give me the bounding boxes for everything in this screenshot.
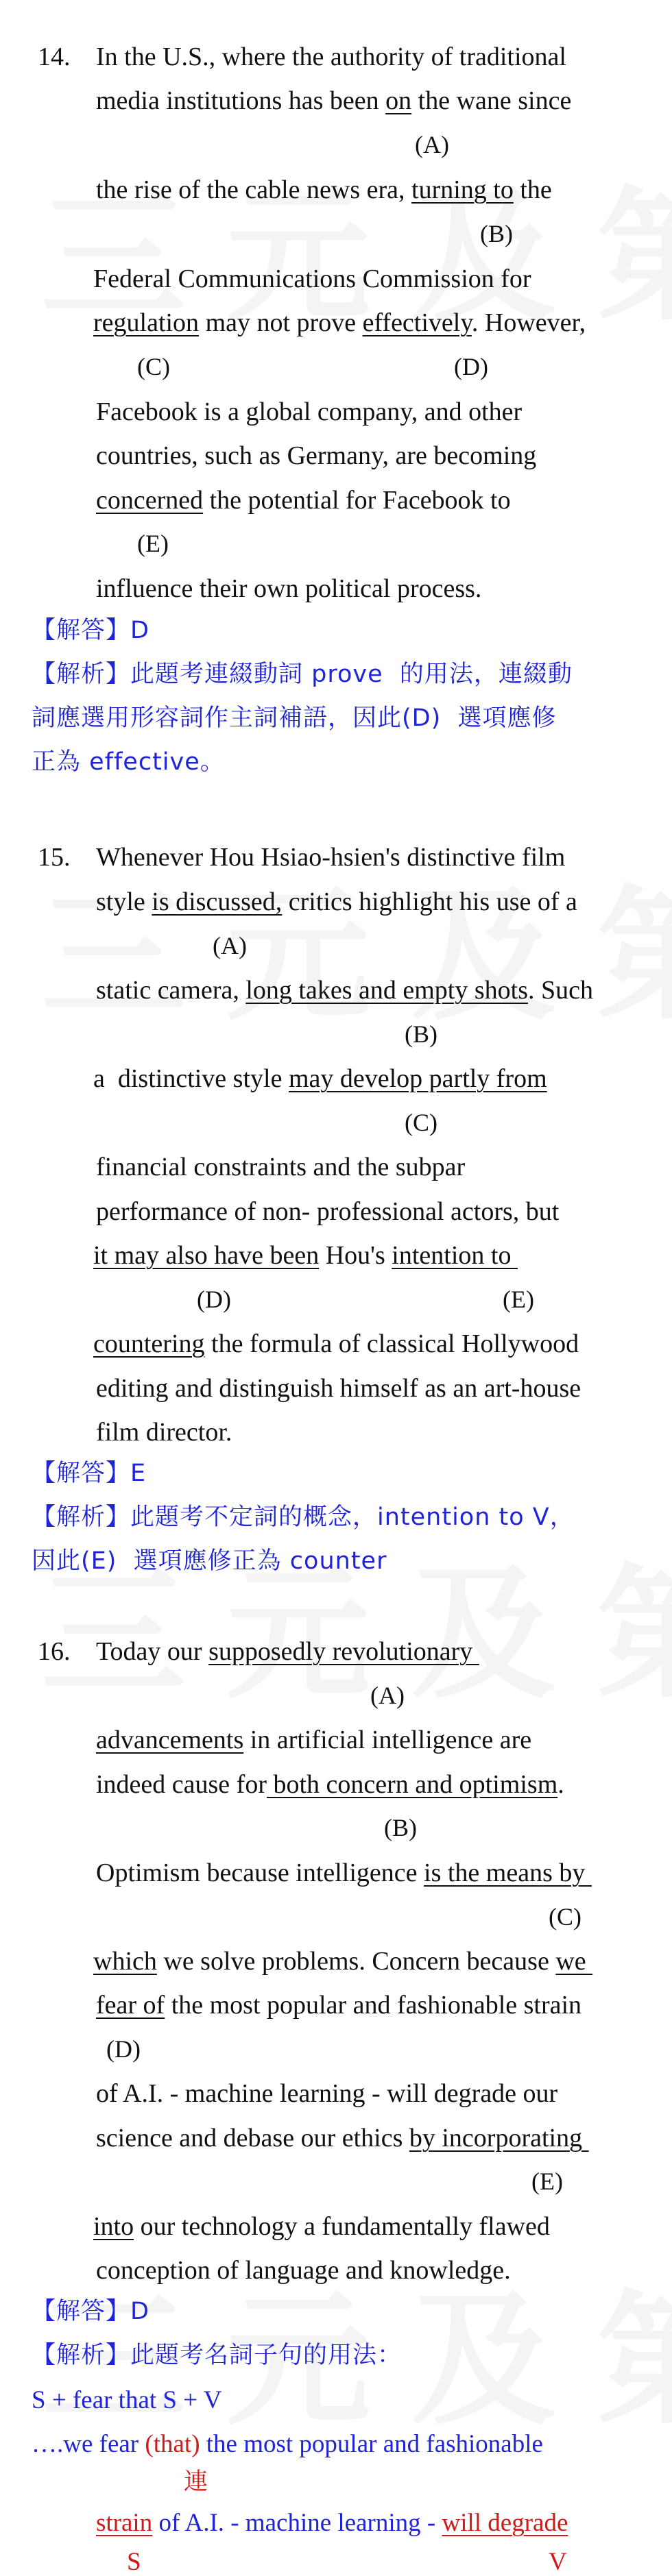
- underlined-option-b: long takes and empty shots: [245, 976, 528, 1005]
- question-line: concerned the potential for Facebook to: [96, 486, 511, 515]
- question-line: influence their own political process.: [96, 574, 482, 603]
- answer-line: 【解答】E: [32, 1460, 147, 1487]
- underlined-option-b: both concern and optimism: [267, 1770, 558, 1799]
- question-line: performance of non- professional actors, but: [96, 1197, 560, 1226]
- question-line: indeed cause for both concern and optimism.: [96, 1770, 564, 1799]
- question-line: conception of language and knowledge.: [96, 2256, 511, 2285]
- question-line: film director.: [96, 1418, 232, 1447]
- watermark: [41, 185, 645, 329]
- question-line: Facebook is a global company, and other: [96, 397, 523, 426]
- answer-line: 【解答】D: [32, 617, 149, 644]
- option-marker-e: (E): [137, 530, 169, 557]
- question-number: 15.: [38, 843, 71, 872]
- example-line: strain of A.I. - machine learning - will degrade: [96, 2509, 568, 2537]
- question-line: Optimism because intelligence is the means by: [96, 1859, 592, 1887]
- underlined-option-d-cont: fear of: [96, 1991, 165, 2020]
- question-line: the rise of the cable news era, turning to the: [96, 175, 552, 204]
- explanation-line: 正為 effective。: [32, 748, 225, 776]
- option-marker-b: (B): [405, 1020, 437, 1048]
- question-line: financial constraints and the subpar: [96, 1153, 466, 1181]
- verb-phrase: will degrade: [442, 2509, 568, 2537]
- option-marker-c: (C): [549, 1903, 581, 1930]
- example-line: ….we fear (that) the most popular and fashionable: [32, 2430, 543, 2458]
- question-number: 16.: [38, 1637, 71, 1666]
- underlined-option-a: supposedly revolutionary: [208, 1637, 479, 1666]
- explanation-line: 詞應選用形容詞作主詞補語，因此(D) 選項應修: [32, 704, 557, 732]
- underlined-option-d: it may also have been: [93, 1241, 320, 1270]
- conjunction-that: (that): [145, 2430, 200, 2458]
- question-line: editing and distinguish himself as an art-house: [96, 1374, 581, 1403]
- underlined-option-a: is discussed,: [152, 887, 283, 916]
- option-marker-d: (D): [106, 2035, 141, 2063]
- subject-label: S: [127, 2548, 141, 2576]
- underlined-option-d: effectively: [362, 308, 472, 337]
- option-marker-d: (D): [197, 1286, 231, 1313]
- question-line: style is discussed, critics highlight his use of a: [96, 887, 577, 916]
- option-marker-b: (B): [384, 1814, 417, 1841]
- question-line: countering the formula of classical Hollywood: [93, 1329, 579, 1358]
- option-marker-e: (E): [531, 2168, 563, 2195]
- underlined-option-e: concerned: [96, 486, 204, 515]
- underlined-option-e: by incorporating: [409, 2124, 589, 2152]
- question-line: of A.I. - machine learning - will degrade our: [96, 2079, 558, 2108]
- explanation-line: 【解析】此題考連綴動詞 prove 的用法，連綴動: [32, 661, 573, 688]
- grammar-formula: S + fear that S + V: [32, 2386, 222, 2414]
- option-marker-c: (C): [405, 1109, 437, 1136]
- question-line: In the U.S., where the authority of traditional: [96, 42, 566, 71]
- option-marker-b: (B): [480, 220, 513, 247]
- underlined-option-b: turning to: [411, 175, 514, 204]
- verb-label: V: [549, 2548, 567, 2576]
- underlined-word: advancements: [96, 1726, 244, 1754]
- question-line: which we solve problems. Concern because we: [93, 1947, 593, 1976]
- question-line: it may also have been Hou's intention to: [93, 1241, 518, 1270]
- question-line: media institutions has been on the wane since: [96, 86, 572, 115]
- question-line: regulation may not prove effectively. However,: [93, 308, 586, 337]
- question-line: countries, such as Germany, are becoming: [96, 441, 537, 470]
- underlined-option-c: regulation: [93, 308, 200, 337]
- underlined-option-a: on: [385, 86, 412, 115]
- underlined-word: countering: [93, 1329, 205, 1358]
- underlined-word: which: [93, 1947, 157, 1976]
- option-marker-a: (A): [415, 131, 449, 158]
- option-marker-e: (E): [503, 1286, 534, 1313]
- underlined-option-e: intention to: [392, 1241, 518, 1270]
- option-marker-d: (D): [454, 353, 488, 380]
- question-line: a distinctive style may develop partly from: [93, 1064, 547, 1093]
- underlined-option-e-cont: into: [93, 2212, 134, 2241]
- question-line: fear of the most popular and fashionable strain: [96, 1991, 582, 2020]
- underlined-option-c: is the means by: [424, 1859, 592, 1887]
- explanation-line: 【解析】此題考不定詞的概念，intention to V，: [32, 1504, 575, 1531]
- question-line: Whenever Hou Hsiao-hsien's distinctive film: [96, 843, 566, 872]
- subject-word: strain: [96, 2509, 153, 2537]
- question-line: Federal Communications Commission for: [93, 265, 531, 293]
- answer-line: 【解答】D: [32, 2298, 149, 2325]
- question-line: science and debase our ethics by incorporating: [96, 2124, 589, 2152]
- underlined-option-d: we: [555, 1947, 593, 1976]
- explanation-line: 因此(E) 選項應修正為 counter: [32, 1547, 387, 1575]
- question-line: into our technology a fundamentally flawed: [93, 2212, 550, 2241]
- watermark: [41, 1562, 645, 1709]
- underlined-option-c: may develop partly from: [288, 1064, 547, 1093]
- question-line: Today our supposedly revolutionary: [96, 1637, 479, 1666]
- option-marker-a: (A): [213, 932, 247, 959]
- question-number: 14.: [38, 42, 71, 71]
- explanation-line: 【解析】此題考名詞子句的用法：: [32, 2342, 403, 2369]
- question-line: advancements in artificial intelligence are: [96, 1726, 532, 1754]
- option-marker-a: (A): [370, 1682, 405, 1709]
- question-line: static camera, long takes and empty shots. Such: [96, 976, 593, 1005]
- option-marker-c: (C): [137, 353, 170, 380]
- conjunction-label: 連: [184, 2468, 209, 2496]
